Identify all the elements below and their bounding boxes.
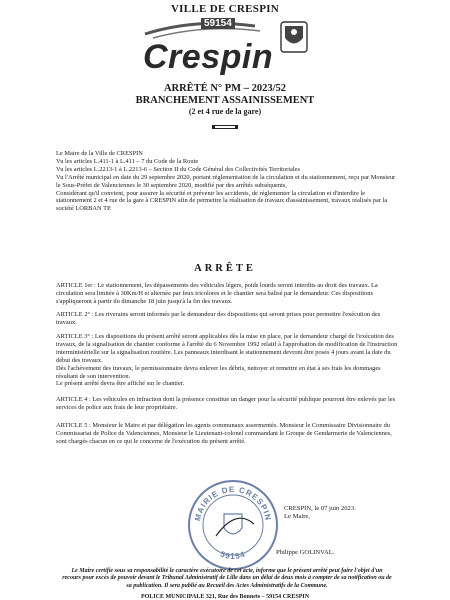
arrete-title: ARRÊTE [194, 263, 256, 274]
logo-postal-code: 59154 [201, 18, 235, 29]
signer-role: Le Maire, [284, 513, 310, 521]
signer-name: Philippe GOLINVAL. [276, 549, 335, 556]
logo-wordmark: Crespin [143, 38, 274, 76]
preamble [56, 150, 396, 213]
article-text: ARTICLE 3° : Les dispositions du présent arrêté seront applicables dès la mise en place, par le demandeur chargé de l'exécution des travaux, de la signalisation de chantier conforme à l'arrêté du 6 Novembre 1992 relatif à l'approbation de modification de l'instruction interministérielle sur la signalisation routière. Les panneaux interdisant le stationnement devront être posés 4 jours avant la date du début des travaux. [56, 333, 398, 364]
article-5 [56, 422, 398, 446]
legal-notice: Le Maire certifie sous sa responsabilité le caractère exécutoire de cet acte, informe que le présent arrêté peut faire l'objet d'un recours pour excès de pouvoir devant le Tribunal Administratif de Lille dans un délai de deux mois à compter de sa notification ou de sa publication. Il sera publié au Recueil des Actes Administratifs de la Commune. [62, 568, 392, 589]
official-seal [186, 478, 280, 572]
preamble-line: Vu les articles L.2213-1 à L.2213-6 – Section II du Code Général des Collectivités Territoriales [56, 165, 300, 173]
article-text: ARTICLE 2° : Les riverains seront informés par le demandeur des dispositions qui seront prises pour permettre l'exécution des travaux. [56, 311, 381, 326]
svg-text:59154 [219, 549, 247, 561]
ornament-divider [212, 124, 238, 130]
article-text: Le présent arrêté devra être affiché sur le chantier. [56, 380, 185, 388]
signature-block [284, 505, 356, 522]
preamble-line: Le Maire de la Ville de CRESPIN [56, 150, 143, 157]
arrete-header [0, 83, 450, 117]
seal-bottom-text: 59154 [219, 549, 247, 561]
arrete-number: ARRÊTÉ N° PM – 2023/52 [163, 83, 287, 94]
article-text: ARTICLE 4 : Les véhicules en infraction dont la présence constitue un danger pour la sécurité publique pourront être enlevés par les services de police aux frais de leur propriétaire. [56, 396, 396, 411]
arrete-subject: BRANCHEMENT ASSAINISSEMENT [135, 95, 315, 106]
article-text: ARTICLE 5 : Monsieur le Maire et par délégation les agents communaux assermentés. Monsieur le Commissaire Divisionnaire du Commissariat de Police de Valenciennes, Monsieur le Lieutenant-colonel commandant le Groupe de Gendarmerie de Valenciennes, sont chargés chacun en ce qui le concerne de l'exécution du présent arrêté. [56, 422, 392, 445]
article-3 [56, 333, 398, 388]
police-address: POLICE MUNICIPALE 321, Rue des Bonnets – 59154 CRESPIN [140, 594, 310, 600]
article-4 [56, 396, 398, 412]
seal-top-text: MAIRIE DE CRESPIN [193, 484, 273, 522]
place-date: CRESPIN, le 07 juin 2023. [284, 505, 356, 512]
preamble-line: Vu les articles L.411-1 à L.411 – 7 du Code de la Route [56, 157, 199, 165]
preamble-line: Vu l'Arrêté municipal en date du 29 septembre 2020, portant réglementation de la circulation et du stationnement, reçu par Monsieur le Sous-Préfet de Valenciennes le 30 septembre 2020, modifié par des arrêtés subséquents, [56, 173, 396, 189]
article-text: ARTICLE 1er : Le stationnement, les dépassements des véhicules légers, poids lourds seront interdits au droit des travaux. La circulation sera limitée à 30Km/H et alternée par feux tricolores et le chantier sera balisé par le demandeur. Ces dispositions s'appliqueront à partir du dimanche 18 juin jusqu'à la fin des travaux. [56, 282, 378, 305]
crespin-logo [135, 16, 315, 74]
town-heading: VILLE DE CRESPIN [170, 3, 280, 15]
article-text: Dès l'achèvement des travaux, le permissionnaire devra enlever les débris, nettoyer et remettre en état à ses frais les dommages résultant de son intervention. [56, 364, 381, 380]
article-2 [56, 311, 398, 327]
preamble-line: Considérant qu'il convient, pour assurer la sécurité et prévenir les accidents, de réglementer la circulation et d'interdire le stationnement 2 et 4 rue de la gare à CRESPIN afin de permettre la réalisation de travaux d'assainissement, travaux réalisés par la société LORBAN TP. [56, 189, 388, 213]
article-1 [56, 282, 398, 306]
arrete-address: (2 et 4 rue de la gare) [188, 107, 262, 116]
